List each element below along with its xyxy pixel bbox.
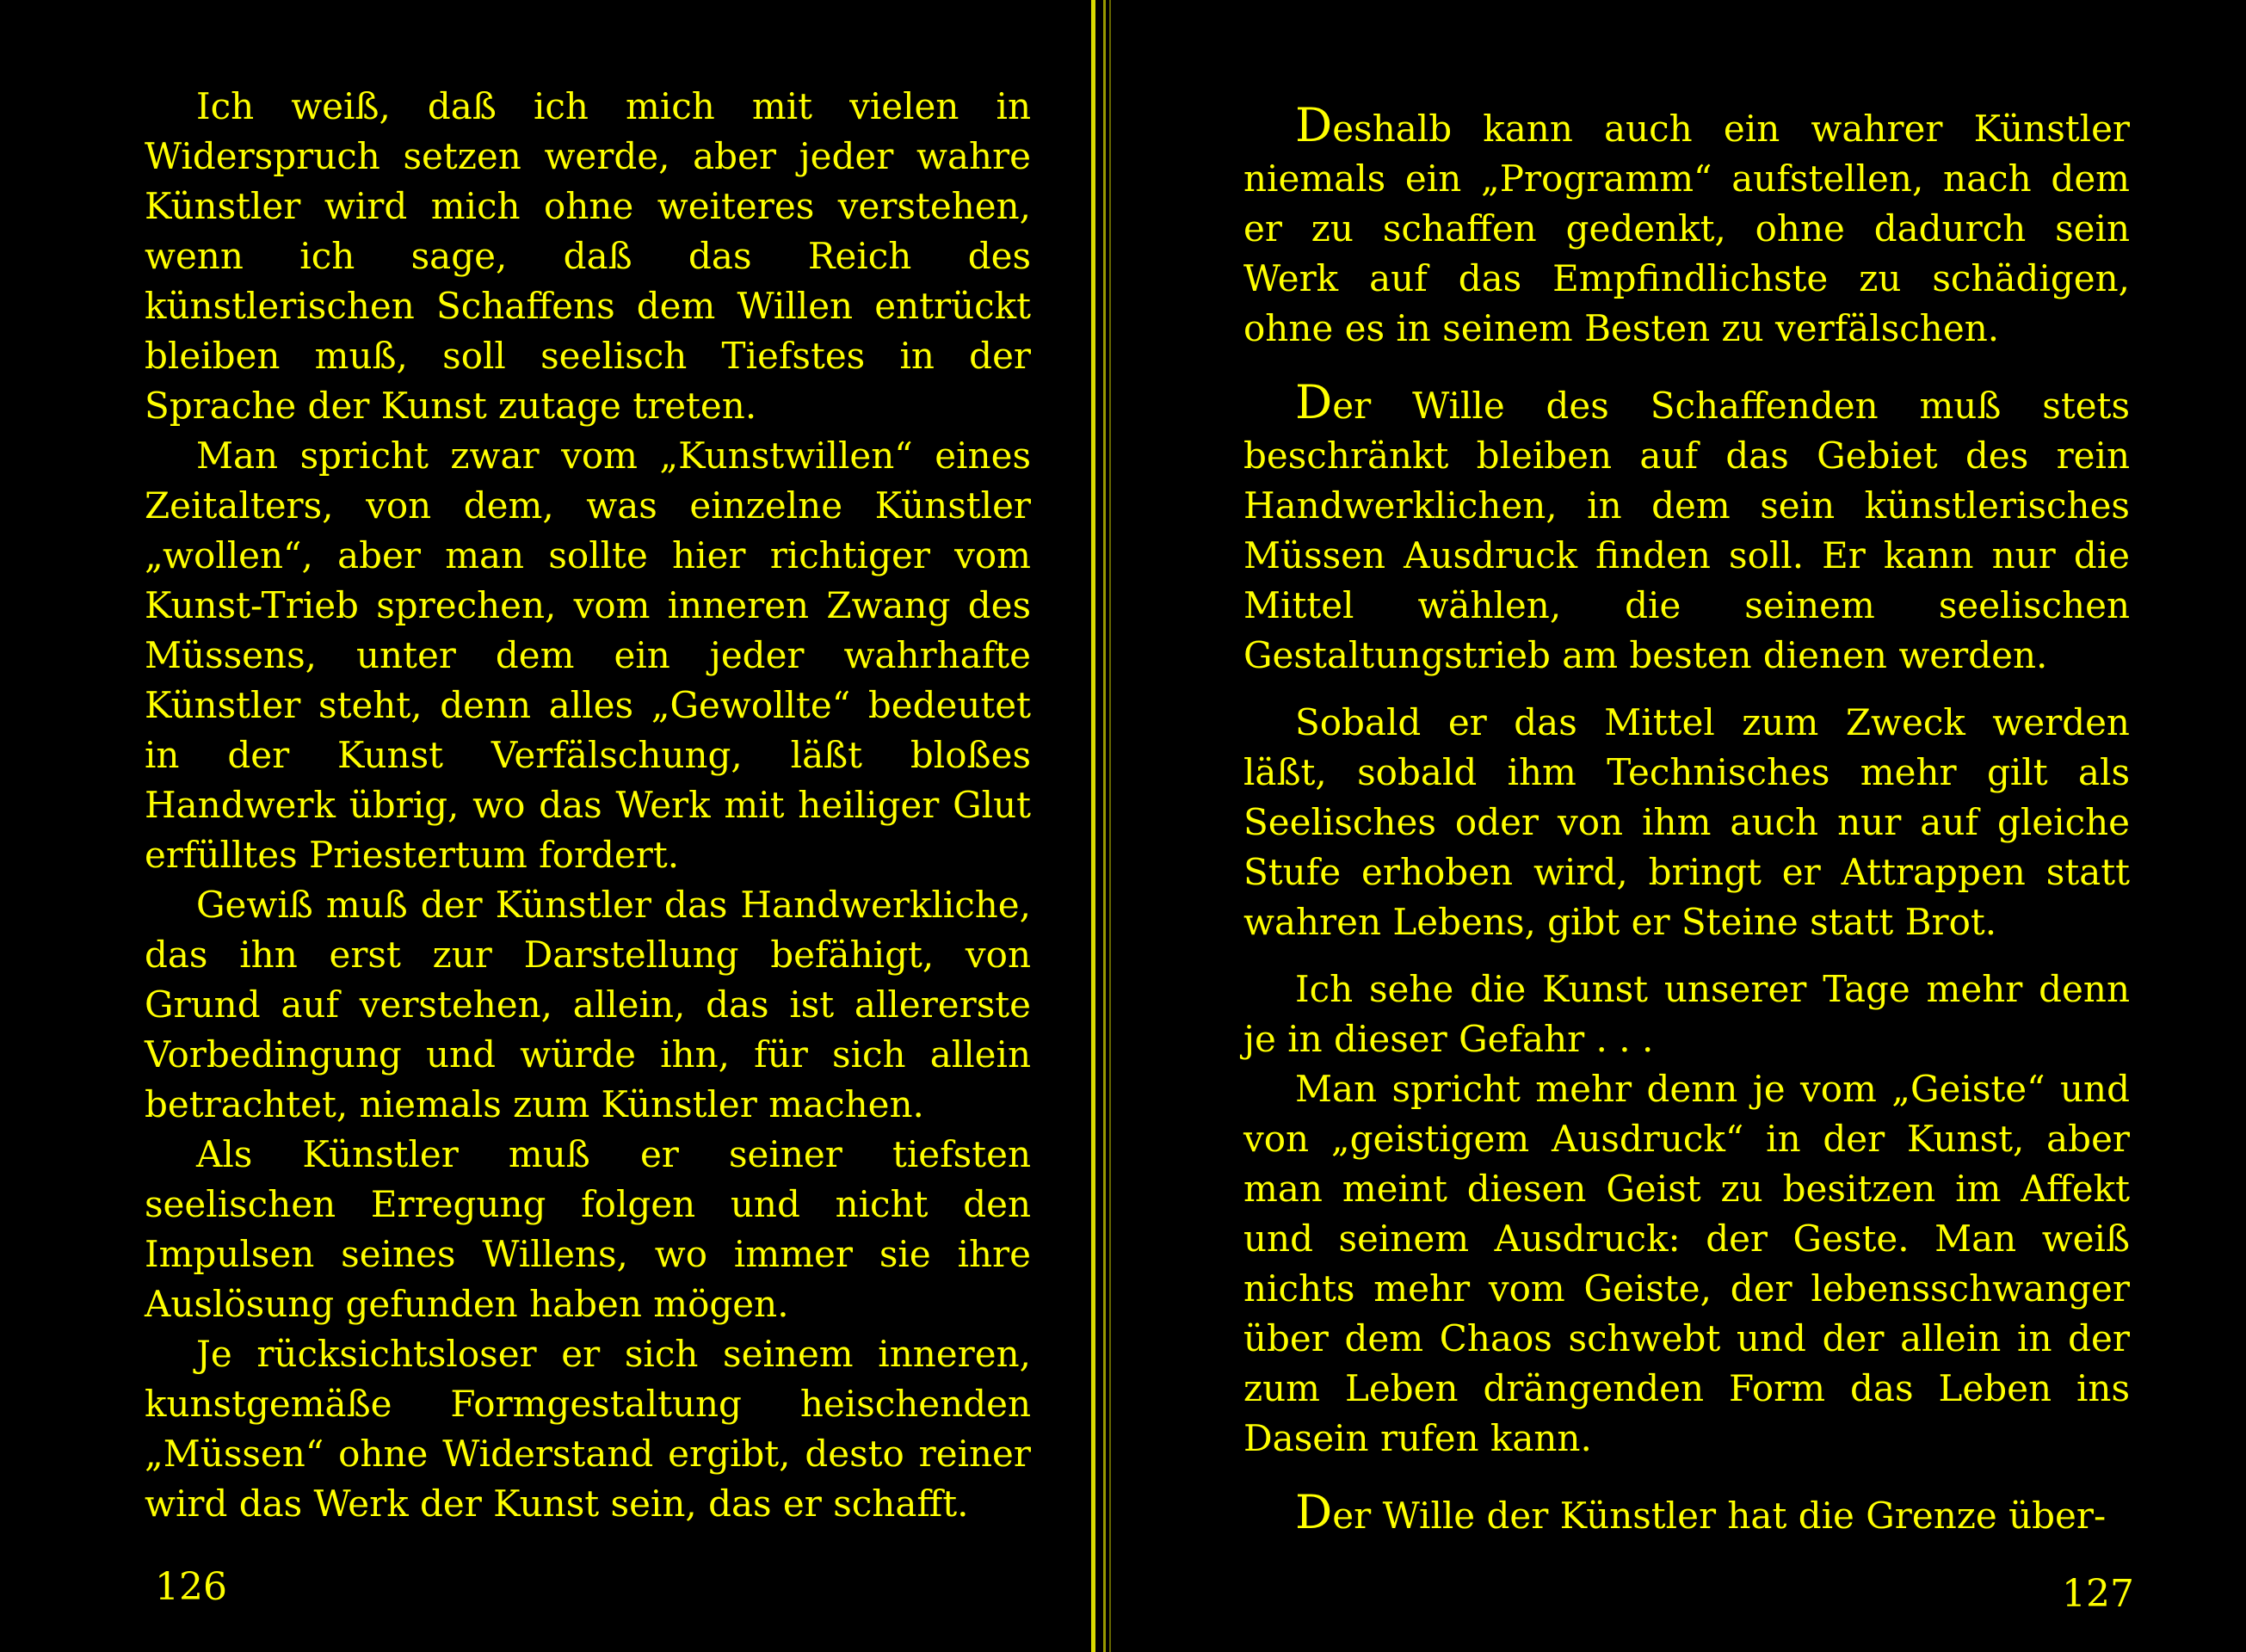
right-paragraph-1-text: eshalb kann auch ein wahrer Künstler niemals ein „Programm“ aufstellen, nach dem er zu schaffen gedenkt, ohne dadurch sein Werk auf das Empfindlichste zu schädigen, ohne es in seinem Besten zu verfälschen. — [1243, 108, 2130, 349]
initial-letter: D — [1295, 1485, 1333, 1539]
right-page — [1119, 0, 2246, 1652]
left-paragraph-4: Als Künstler muß er seiner tiefsten seelischen Erregung folgen und nicht den Impulsen seines Willens, wo immer sie ihre Auslösung gefunden haben mögen. — [145, 1133, 1031, 1325]
left-paragraph-2: Man spricht zwar vom „Kunstwillen“ eines Zeitalters, von dem, was einzelne Künstler „wollen“, aber man sollte hier richtiger vom Kunst-Trieb sprechen, vom inneren Zwang des Müssens, unter dem ein jeder wahrhafte Künstler steht, denn alles „Gewollte“ bedeutet in der Kunst Verfälschung, läßt bloßes Handwerk übrig, wo das Werk mit heiliger Glut erfülltes Priestertum fordert. — [145, 435, 1031, 876]
right-paragraph-5: Man spricht mehr denn je vom „Geiste“ und von „geistigem Ausdruck“ in der Kunst, aber man meint diesen Geist zu besitzen im Affekt und seinem Ausdruck: der Geste. Man weiß nichts mehr vom Geiste, der lebensschwanger über dem Chaos schwebt und der allein in der zum Leben drängenden Form das Leben ins Dasein rufen kann. — [1243, 1068, 2130, 1459]
right-paragraph-2-text: er Wille des Schaffenden muß stets beschränkt bleiben auf das Gebiet des rein Handwerklichen, in dem sein künstlerisches Müssen Ausdruck finden soll. Er kann nur die Mittel wählen, die seinem seelischen Gestaltungstrieb am besten dienen werden. — [1243, 385, 2130, 676]
right-page-number: 127 — [2062, 1572, 2134, 1616]
left-page-number: 126 — [155, 1565, 227, 1609]
left-page — [0, 0, 1097, 1652]
right-page-text — [1243, 98, 2130, 1541]
right-paragraph-6 — [1243, 1485, 2130, 1541]
right-paragraph-6-text: er Wille der Künstler hat die Grenze über- — [1332, 1495, 2107, 1537]
gutter-edge-line — [1109, 0, 1111, 1652]
left-paragraph-1: Ich weiß, daß ich mich mit vielen in Widerspruch setzen werde, aber jeder wahre Künstler wird mich ohne weiteres verstehen, wenn ich sage, daß das Reich des künstlerischen Schaffens dem Willen entrückt bleiben muß, soll seelisch Tiefstes in der Sprache der Kunst zutage treten. — [145, 85, 1031, 427]
right-paragraph-3: Sobald er das Mittel zum Zweck werden läßt, sobald ihm Technisches mehr gilt als Seelisches oder von ihm auch nur auf gleiche Stufe erhoben wird, bringt er Attrappen statt wahren Lebens, gibt er Steine statt Brot. — [1243, 701, 2130, 943]
right-paragraph-4: Ich sehe die Kunst unserer Tage mehr denn je in dieser Gefahr . . . — [1243, 968, 2130, 1060]
left-page-text — [145, 82, 1031, 1529]
gutter-edge-line — [1103, 0, 1106, 1652]
right-paragraph-1 — [1243, 98, 2130, 354]
gutter-edge-line — [1091, 0, 1095, 1652]
initial-letter: D — [1295, 98, 1333, 152]
left-paragraph-5: Je rücksichtsloser er sich seinem inneren, kunstgemäße Formgestaltung heischenden „Müssen“ ohne Widerstand ergibt, desto reiner wird das Werk der Kunst sein, das er schafft. — [145, 1333, 1031, 1525]
left-paragraph-3: Gewiß muß der Künstler das Handwerkliche, das ihn erst zur Darstellung befähigt, von Grund auf verstehen, allein, das ist allererste Vorbedingung und würde ihn, für sich allein betrachtet, niemals zum Künstler machen. — [145, 884, 1031, 1125]
right-paragraph-2 — [1243, 375, 2130, 681]
initial-letter: D — [1295, 375, 1333, 429]
